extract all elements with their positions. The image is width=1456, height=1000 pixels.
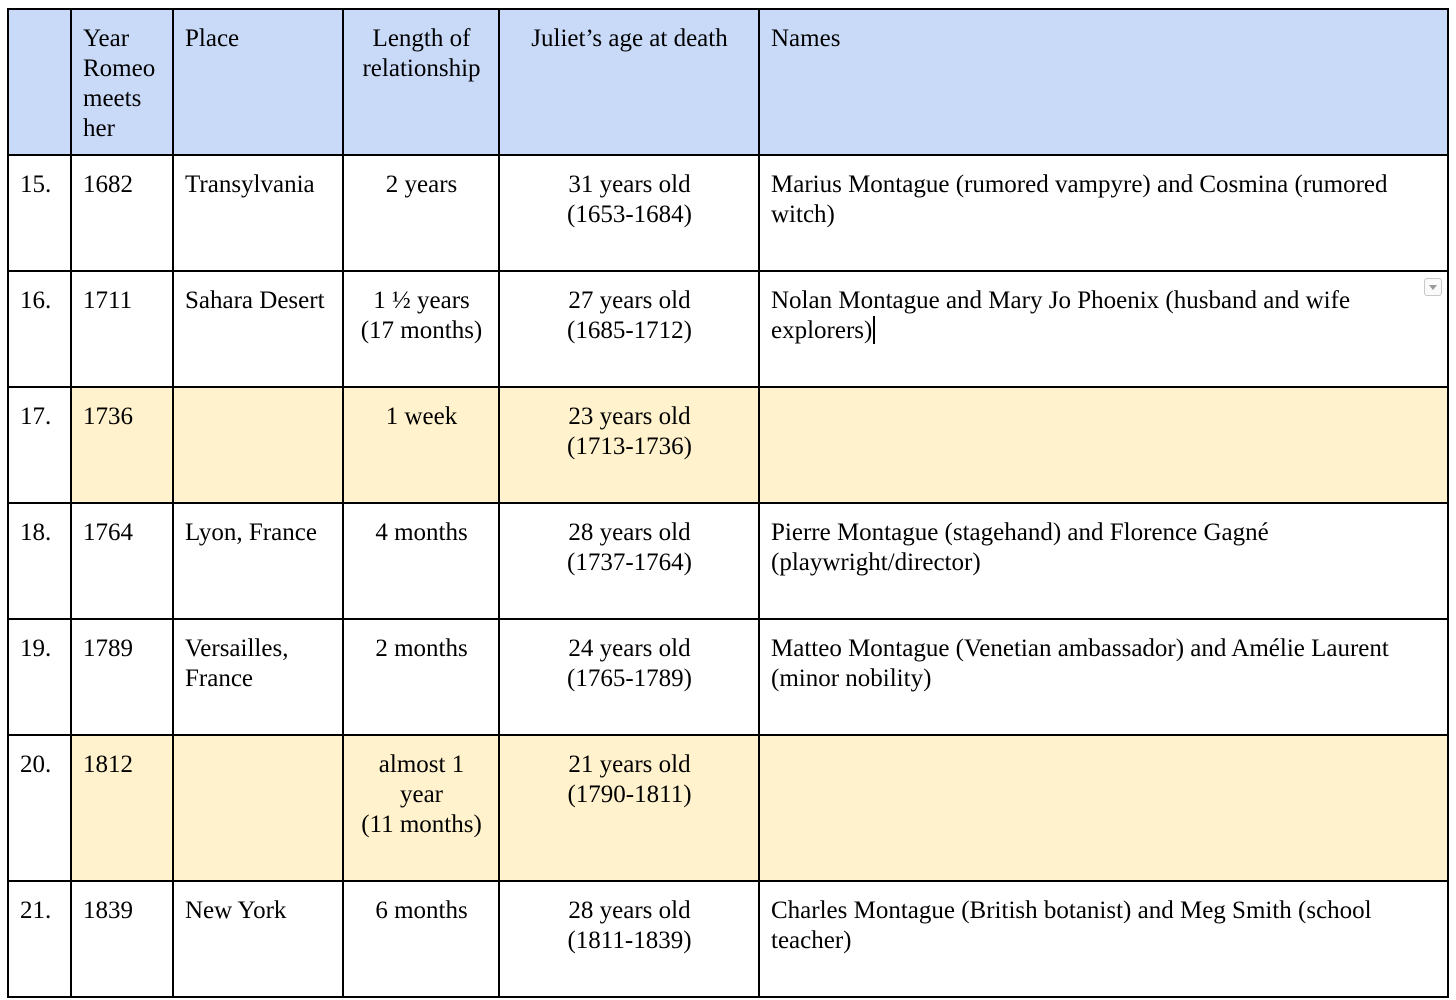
age-years-line: (1765-1789)	[567, 665, 692, 692]
age-line: 23 years old	[568, 403, 691, 430]
table-row	[8, 881, 1448, 997]
place-cell[interactable]	[173, 735, 343, 881]
header-cell-place[interactable]: Place	[173, 9, 343, 155]
length-cell[interactable]: 1 week	[343, 387, 499, 503]
text-cursor	[873, 316, 875, 344]
length-months-line: (11 months)	[361, 811, 482, 838]
length-cell[interactable]: 2 years	[343, 155, 499, 271]
names-cell[interactable]: Matteo Montague (Venetian ambassador) and Amélie Laurent (minor nobility)	[759, 619, 1448, 735]
header-cell-names[interactable]: Names	[759, 9, 1448, 155]
header-row	[8, 9, 1448, 155]
header-cell-number[interactable]	[8, 9, 71, 155]
age-cell[interactable]	[499, 271, 759, 387]
age-line: 21 years old	[568, 751, 691, 778]
row-number-cell[interactable]: 21.	[8, 881, 71, 997]
year-cell[interactable]: 1682	[71, 155, 173, 271]
length-line: almost 1	[378, 751, 465, 778]
place-cell[interactable]: Lyon, France	[173, 503, 343, 619]
length-cell[interactable]	[343, 271, 499, 387]
row-number-cell[interactable]: 18.	[8, 503, 71, 619]
year-cell[interactable]: 1789	[71, 619, 173, 735]
place-cell[interactable]	[173, 387, 343, 503]
age-cell[interactable]	[499, 735, 759, 881]
names-text: Nolan Montague and Mary Jo Phoenix (husband and wife explorers)	[771, 287, 1351, 344]
header-cell-year[interactable]: Year Romeo meets her	[71, 9, 173, 155]
names-cell[interactable]: Charles Montague (British botanist) and Meg Smith (school teacher)	[759, 881, 1448, 997]
year-cell[interactable]: 1764	[71, 503, 173, 619]
table-row	[8, 271, 1448, 387]
age-years-line: (1685-1712)	[567, 317, 692, 344]
length-cell[interactable]	[343, 735, 499, 881]
age-line: 31 years old	[568, 171, 691, 198]
names-cell[interactable]	[759, 735, 1448, 881]
length-months-line: (17 months)	[360, 317, 483, 344]
year-cell[interactable]: 1711	[71, 271, 173, 387]
age-cell[interactable]	[499, 503, 759, 619]
age-cell[interactable]	[499, 619, 759, 735]
row-number-cell[interactable]: 16.	[8, 271, 71, 387]
age-years-line: (1790-1811)	[567, 781, 692, 808]
table-row	[8, 503, 1448, 619]
header-cell-age[interactable]: Juliet’s age at death	[499, 9, 759, 155]
header-cell-length[interactable]: Length of relationship	[343, 9, 499, 155]
table-row	[8, 619, 1448, 735]
table-row-highlighted	[8, 735, 1448, 881]
age-line: 28 years old	[568, 897, 691, 924]
row-number-cell[interactable]: 19.	[8, 619, 71, 735]
age-cell[interactable]	[499, 387, 759, 503]
row-number-cell[interactable]: 15.	[8, 155, 71, 271]
age-cell[interactable]	[499, 881, 759, 997]
romeo-juliet-table	[7, 8, 1449, 998]
row-number-cell[interactable]: 17.	[8, 387, 71, 503]
length-line: year	[399, 781, 444, 808]
names-cell[interactable]	[759, 387, 1448, 503]
length-cell[interactable]: 6 months	[343, 881, 499, 997]
table-row-highlighted	[8, 387, 1448, 503]
row-number-cell[interactable]: 20.	[8, 735, 71, 881]
place-cell[interactable]: Versailles, France	[173, 619, 343, 735]
names-cell[interactable]: Marius Montague (rumored vampyre) and Cosmina (rumored witch)	[759, 155, 1448, 271]
age-line: 24 years old	[568, 635, 691, 662]
age-years-line: (1811-1839)	[567, 927, 692, 954]
age-years-line: (1653-1684)	[567, 201, 692, 228]
dropdown-triangle-icon[interactable]	[1424, 278, 1442, 296]
age-years-line: (1713-1736)	[567, 433, 692, 460]
age-line: 27 years old	[568, 287, 691, 314]
place-cell[interactable]: Transylvania	[173, 155, 343, 271]
length-cell[interactable]: 2 months	[343, 619, 499, 735]
names-cell[interactable]: Pierre Montague (stagehand) and Florence Gagné (playwright/director)	[759, 503, 1448, 619]
year-cell[interactable]: 1812	[71, 735, 173, 881]
age-cell[interactable]	[499, 155, 759, 271]
table-row	[8, 155, 1448, 271]
age-line: 28 years old	[568, 519, 691, 546]
age-years-line: (1737-1764)	[567, 549, 692, 576]
length-line: 1 ½ years	[373, 287, 470, 314]
document-table-container	[7, 8, 1449, 998]
length-cell[interactable]: 4 months	[343, 503, 499, 619]
year-cell[interactable]: 1839	[71, 881, 173, 997]
place-cell[interactable]: Sahara Desert	[173, 271, 343, 387]
place-cell[interactable]: New York	[173, 881, 343, 997]
year-cell[interactable]: 1736	[71, 387, 173, 503]
names-cell-active[interactable]	[759, 271, 1448, 387]
